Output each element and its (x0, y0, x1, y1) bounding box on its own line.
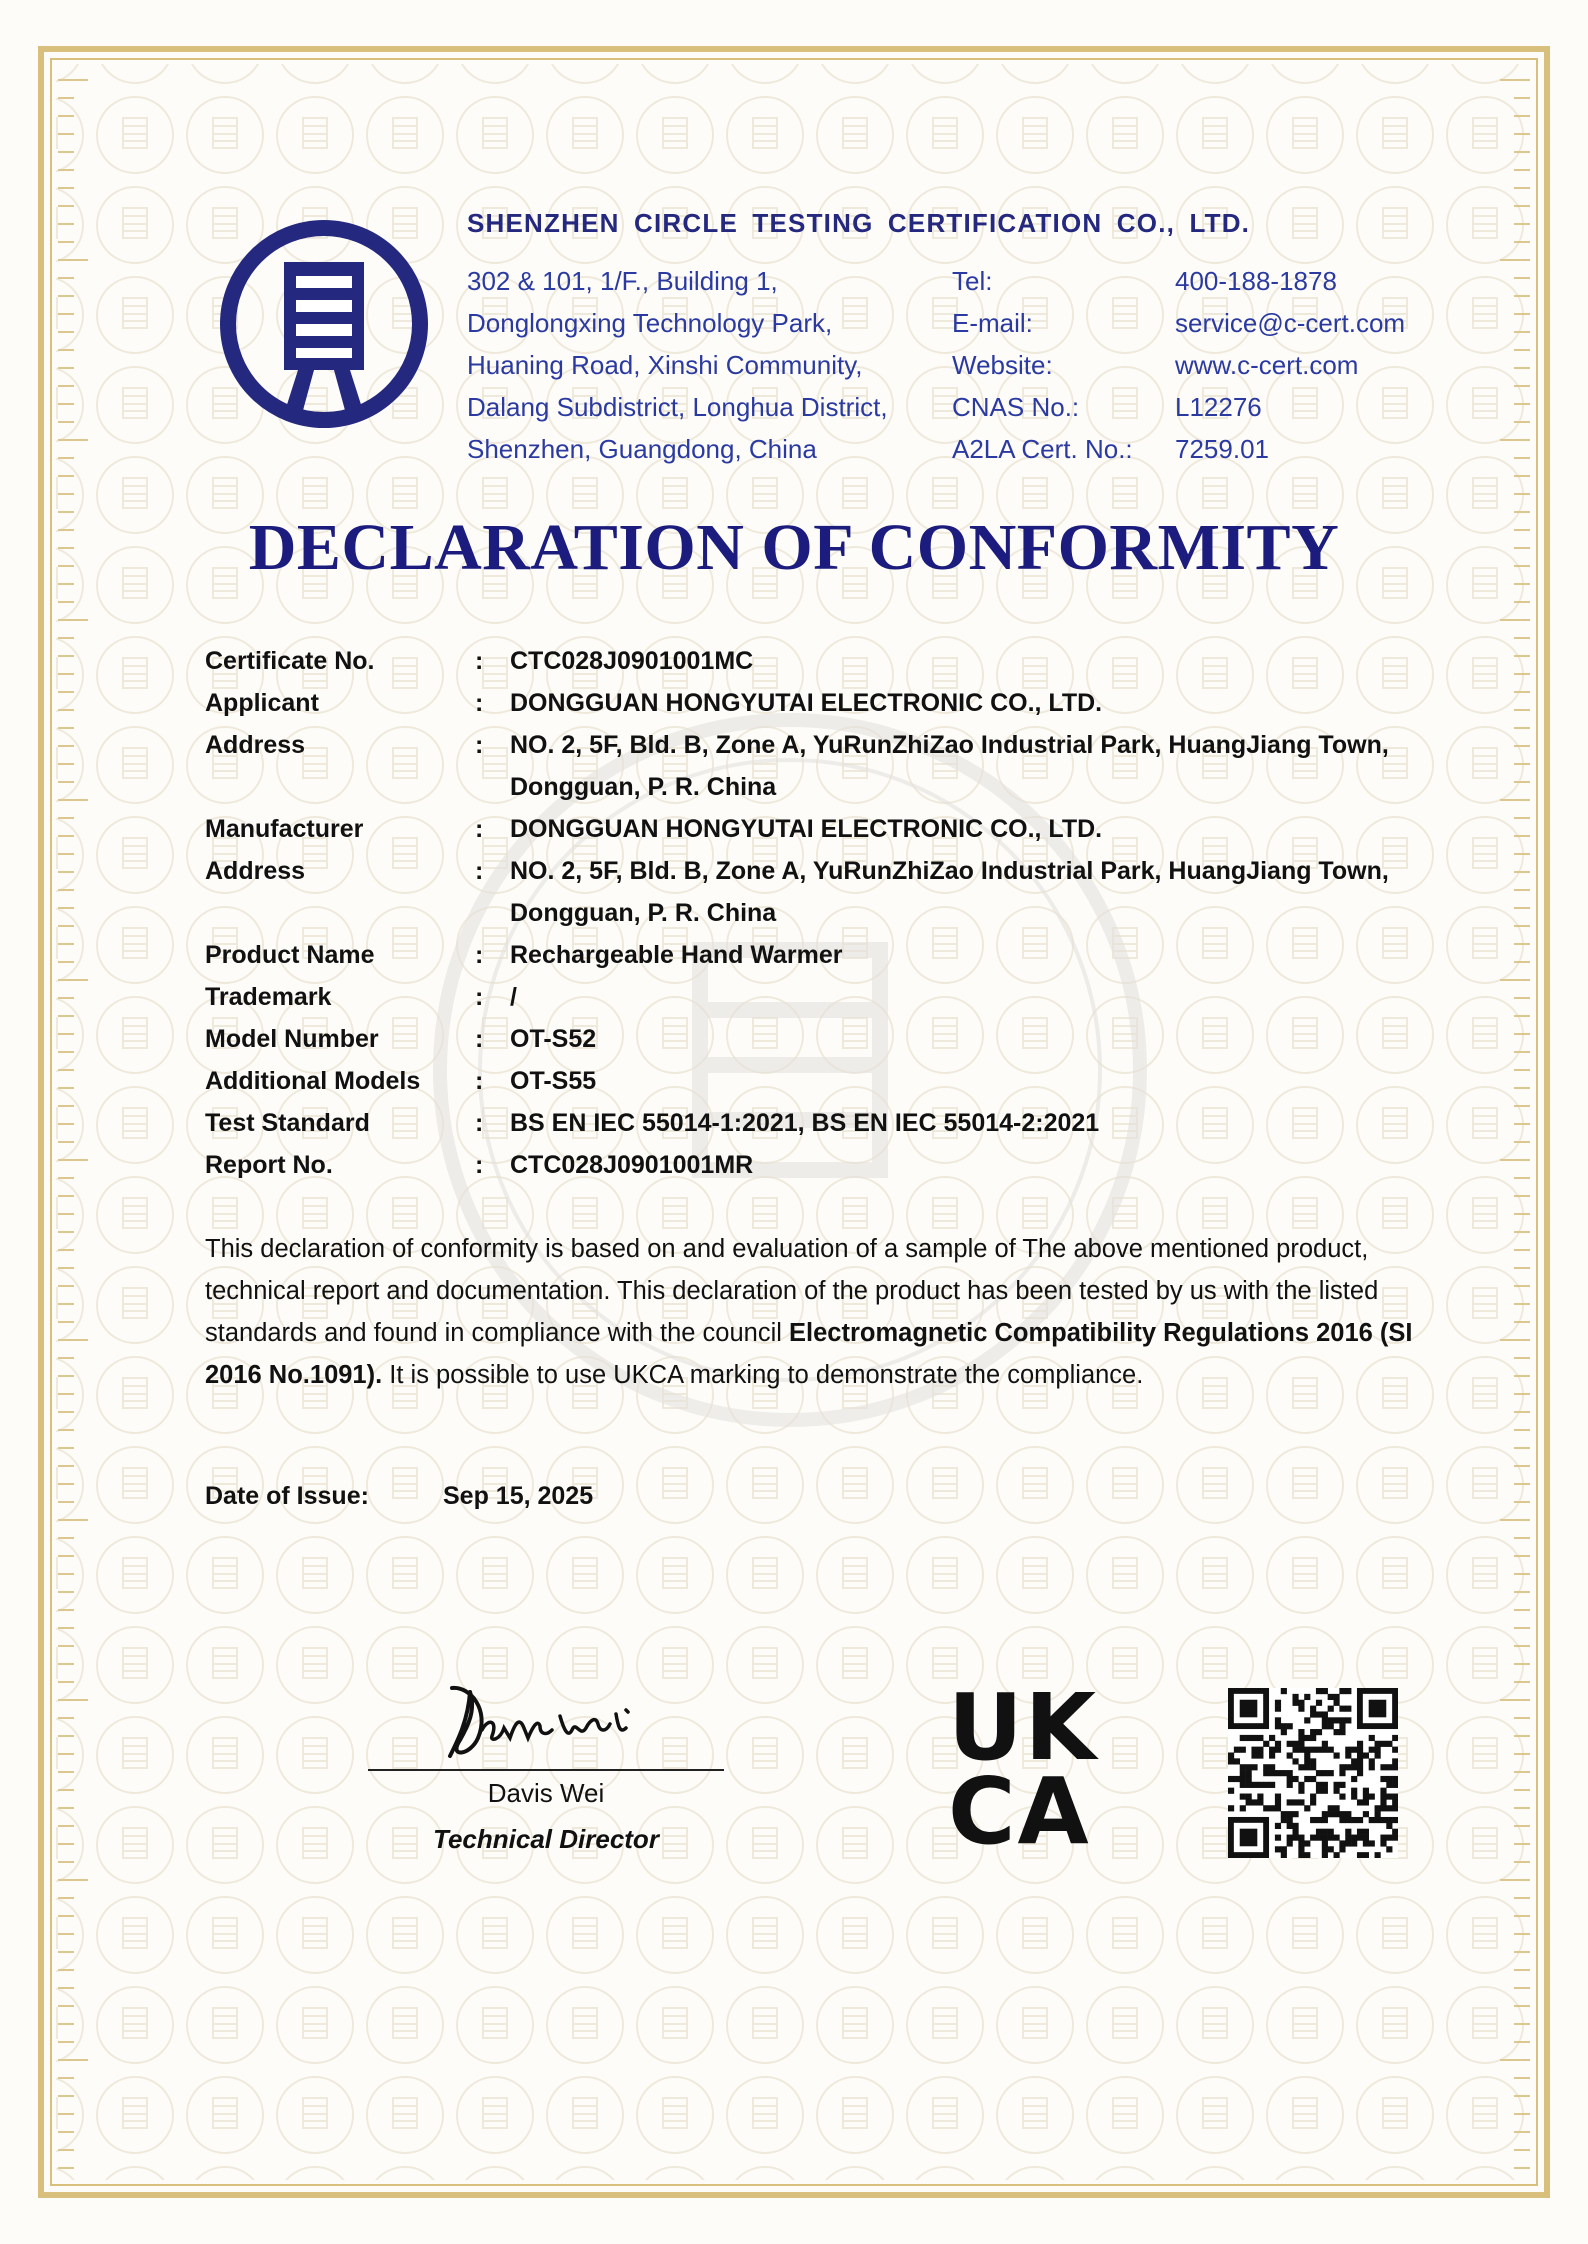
detail-row-report-no (205, 1144, 1445, 1186)
detail-colon: : (475, 857, 484, 885)
address-line: Donglongxing Technology Park, (467, 308, 833, 338)
detail-value: OT-S55 (510, 1067, 597, 1095)
detail-row-applicant (205, 682, 1445, 724)
ukca-line-1: UK (948, 1674, 1098, 1781)
detail-colon: : (475, 1025, 484, 1053)
detail-label: Certificate No. (205, 647, 375, 675)
company-address (467, 260, 888, 470)
detail-colon: : (475, 689, 484, 717)
declaration-part2: It is possible to use UKCA marking to demonstrate the compliance. (382, 1361, 1144, 1389)
detail-colon: : (475, 815, 484, 843)
address-line: Shenzhen, Guangdong, China (467, 434, 817, 464)
signer-name: Davis Wei (487, 1778, 605, 1808)
address-line: Dalang Subdistrict, Longhua District, (467, 392, 888, 422)
contact-label-a2la: A2LA Cert. No.: (952, 434, 1133, 464)
detail-row-product-name (205, 934, 1445, 976)
detail-colon: : (475, 941, 484, 969)
detail-colon: : (475, 983, 484, 1011)
detail-colon: : (475, 1067, 484, 1095)
qr-code-icon[interactable] (1228, 1688, 1398, 1858)
detail-value: CTC028J0901001MC (510, 647, 754, 675)
contact-value-tel: 400-188-1878 (1175, 266, 1337, 296)
detail-colon: : (475, 731, 484, 759)
contact-label-cnas: CNAS No.: (952, 392, 1080, 422)
contact-label-email: E-mail: (952, 308, 1033, 338)
detail-label: Manufacturer (205, 815, 364, 843)
detail-label: Address (205, 731, 306, 759)
detail-label: Test Standard (205, 1109, 370, 1137)
contact-value-cnas: L12276 (1175, 392, 1262, 422)
issue-label: Date of Issue: (205, 1482, 369, 1510)
detail-value: NO. 2, 5F, Bld. B, Zone A, YuRunZhiZao Industrial Park, HuangJiang Town, Dongguan, P. R. China (510, 731, 1389, 801)
detail-row-test-standard (205, 1102, 1445, 1144)
detail-label: Address (205, 857, 306, 885)
detail-row-certificate-no (205, 640, 1445, 682)
detail-value: NO. 2, 5F, Bld. B, Zone A, YuRunZhiZao Industrial Park, HuangJiang Town, Dongguan, P. R. China (510, 857, 1389, 927)
detail-label: Report No. (205, 1151, 333, 1179)
declaration-text (205, 1228, 1445, 1396)
declaration-part1: This declaration of conformity is based on and evaluation of a sample of The above mentioned product, technical report and documentation. This declaration of the product has been tested by us with the listed standards and found in compliance with the council (205, 1235, 1379, 1347)
signature-line (368, 1769, 724, 1771)
contact-value-email[interactable]: service@c-cert.com (1175, 308, 1406, 338)
certificate-details (205, 640, 1445, 1186)
ukca-mark-icon (948, 1674, 1120, 1865)
contact-label-website: Website: (952, 350, 1053, 380)
contact-labels (952, 260, 1133, 470)
declaration-regulation: Electromagnetic Compatibility Regulations 2016 (SI 2016 No.1091). (205, 1319, 1413, 1389)
detail-row-trademark (205, 976, 1445, 1018)
contact-value-website[interactable]: www.c-cert.com (1175, 350, 1359, 380)
detail-value: / (510, 983, 517, 1011)
contact-label-tel: Tel: (952, 266, 993, 296)
issue-date: Sep 15, 2025 (443, 1482, 594, 1510)
handwritten-signature (430, 1680, 680, 1770)
detail-label: Trademark (205, 983, 332, 1011)
detail-row-additional-models (205, 1060, 1445, 1102)
signer-title: Technical Director (433, 1824, 659, 1854)
detail-label: Applicant (205, 689, 319, 717)
contact-value-a2la: 7259.01 (1175, 434, 1269, 464)
document-title: DECLARATION OF CONFORMITY (248, 511, 1340, 584)
ukca-line-2: CA (948, 1758, 1091, 1865)
address-line: Huaning Road, Xinshi Community, (467, 350, 863, 380)
detail-colon: : (475, 1151, 484, 1179)
detail-row-applicant-address (205, 724, 1445, 808)
detail-colon: : (475, 647, 484, 675)
detail-row-manufacturer-address (205, 850, 1445, 934)
detail-row-model-number (205, 1018, 1445, 1060)
address-line: 302 & 101, 1/F., Building 1, (467, 266, 778, 296)
detail-value: CTC028J0901001MR (510, 1151, 754, 1179)
detail-value: DONGGUAN HONGYUTAI ELECTRONIC CO., LTD. (510, 815, 1103, 843)
detail-value: OT-S52 (510, 1025, 597, 1053)
detail-label: Additional Models (205, 1067, 421, 1095)
detail-label: Product Name (205, 941, 375, 969)
detail-label: Model Number (205, 1025, 379, 1053)
detail-value: Rechargeable Hand Warmer (510, 941, 843, 969)
detail-colon: : (475, 1109, 484, 1137)
date-of-issue (205, 1482, 594, 1511)
detail-row-manufacturer (205, 808, 1445, 850)
detail-value: DONGGUAN HONGYUTAI ELECTRONIC CO., LTD. (510, 689, 1103, 717)
detail-value: BS EN IEC 55014-1:2021, BS EN IEC 55014-2:2021 (510, 1109, 1100, 1137)
company-logo-icon (218, 218, 430, 430)
contact-values (1175, 260, 1405, 470)
company-name: SHENZHEN CIRCLE TESTING CERTIFICATION CO., LTD. (467, 208, 1251, 238)
